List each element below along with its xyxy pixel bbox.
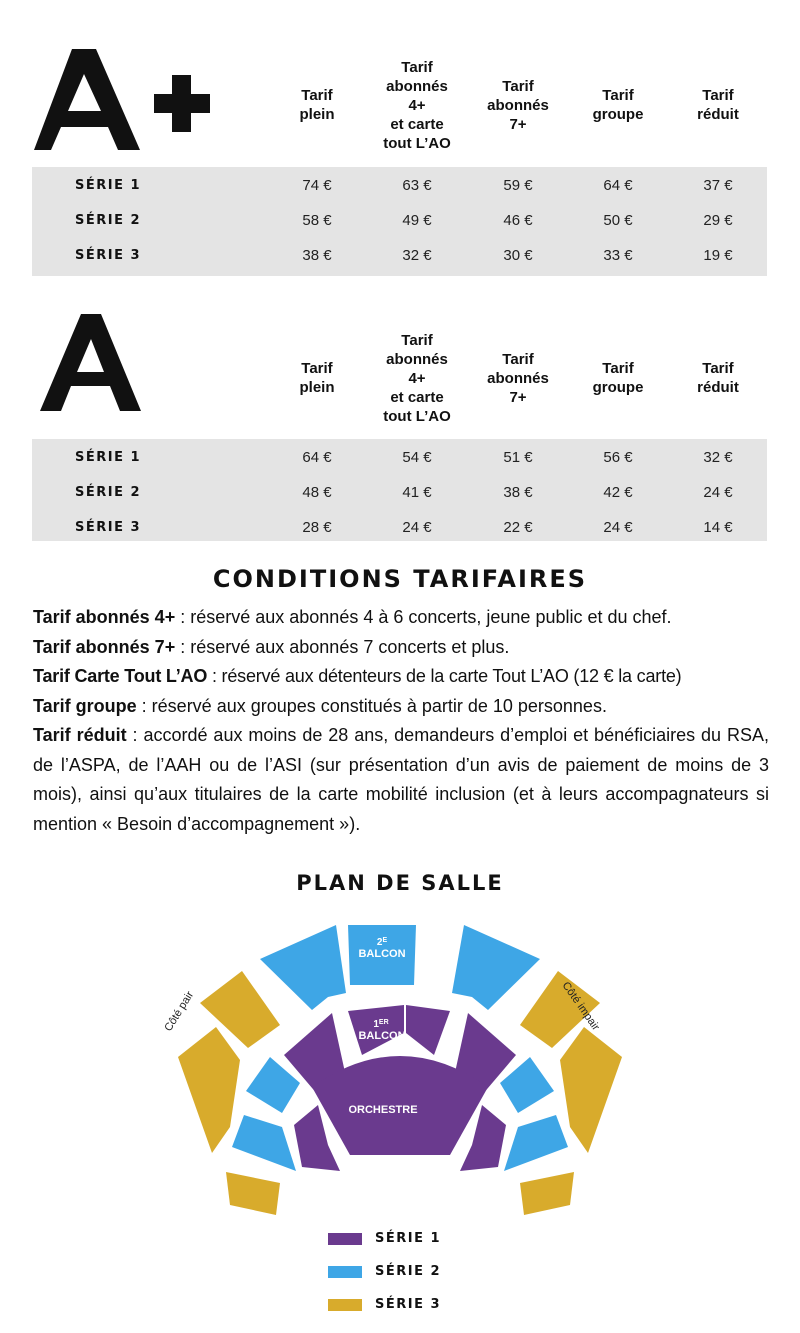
table-row [32, 511, 767, 541]
price-cell: 22 € [503, 519, 533, 536]
cote-impair-label: Côté impair [559, 979, 602, 1033]
col-tarif-plein: Tarif plein [299, 360, 335, 396]
table-header [32, 318, 767, 438]
plan-title: PLAN DE SALLE [296, 871, 504, 895]
serie-label: SÉRIE 3 [75, 520, 142, 535]
orchestre-label: ORCHESTRE [348, 1104, 418, 1116]
col-tarif-abonnes-7: Tarif abonnés 7+ [487, 350, 549, 406]
col-tarif-reduit: Tarif réduit [697, 87, 739, 123]
price-table-a [32, 318, 767, 536]
table-header [32, 45, 767, 165]
table-row [32, 169, 767, 204]
serie-label: SÉRIE 2 [75, 485, 142, 500]
table-row [32, 441, 767, 476]
price-cell: 46 € [503, 212, 533, 229]
price-cell: 42 € [603, 484, 633, 501]
balcon1-label-2: BALCON [358, 1030, 406, 1042]
price-cell: 63 € [402, 177, 432, 194]
tier-a-plus-logo [32, 49, 232, 159]
balcon2-label-2: BALCON [358, 948, 406, 960]
price-cell: 24 € [603, 519, 633, 536]
serie-label: SÉRIE 3 [75, 248, 142, 263]
col-tarif-plein: Tarif plein [299, 87, 335, 123]
balcon2-label: $2^E$ [376, 937, 388, 948]
condition-item: Tarif Carte Tout L’AO : réservé aux détenteurs de la carte Tout L’AO (12 € la carte) [33, 666, 682, 686]
serie-label: SÉRIE 1 [75, 178, 142, 193]
condition-item: Tarif groupe : réservé aux groupes constitués à partir de 10 personnes. [33, 695, 607, 716]
table-row [32, 204, 767, 239]
price-cell: 48 € [302, 484, 332, 501]
price-cell: 64 € [302, 449, 332, 466]
tier-a-logo [37, 314, 157, 414]
price-cell: 74 € [302, 177, 332, 194]
table-body [32, 167, 767, 276]
price-cell: 49 € [402, 212, 432, 229]
condition-item: Tarif abonnés 7+ : réservé aux abonnés 7 concerts et plus. [33, 636, 510, 657]
conditions-title: CONDITIONS TARIFAIRES [212, 565, 588, 593]
serie-label: SÉRIE 2 [75, 213, 142, 228]
price-cell: 14 € [703, 519, 733, 536]
col-tarif-groupe: Tarif groupe [592, 360, 644, 396]
price-cell: 32 € [703, 449, 733, 466]
price-cell: 28 € [302, 519, 332, 536]
col-tarif-reduit: Tarif réduit [697, 360, 739, 396]
legend-label: SÉRIE 1 [375, 1231, 442, 1246]
price-cell: 19 € [703, 247, 733, 264]
price-cell: 32 € [402, 247, 432, 264]
serie-label: SÉRIE 1 [75, 450, 142, 465]
legend-swatch [328, 1266, 362, 1278]
col-tarif-abonnes-4: Tarif abonnés 4+ et carte tout L’AO [383, 331, 451, 425]
col-tarif-groupe: Tarif groupe [592, 87, 644, 123]
legend-swatch [328, 1299, 362, 1311]
price-cell: 41 € [402, 484, 432, 501]
legend-swatch [328, 1233, 362, 1245]
price-cell: 54 € [402, 449, 432, 466]
price-cell: 50 € [603, 212, 633, 229]
price-cell: 38 € [302, 247, 332, 264]
price-cell: 24 € [402, 519, 432, 536]
price-cell: 38 € [503, 484, 533, 501]
price-cell: 59 € [503, 177, 533, 194]
balcon1-label: 1ER [373, 1019, 389, 1030]
price-cell: 33 € [603, 247, 633, 264]
seating-plan [150, 915, 650, 1225]
price-cell: 51 € [503, 449, 533, 466]
table-row [32, 476, 767, 511]
table-body [32, 439, 767, 541]
condition-item: Tarif abonnés 4+ : réservé aux abonnés 4 à 6 concerts, jeune public et du chef. [33, 607, 672, 627]
legend-label: SÉRIE 3 [375, 1297, 442, 1312]
cote-pair-label: Côté pair [162, 989, 197, 1034]
price-cell: 30 € [503, 247, 533, 264]
table-row [32, 239, 767, 276]
col-tarif-abonnes-4: Tarif abonnés 4+ et carte tout L’AO [383, 58, 451, 152]
price-cell: 64 € [603, 177, 633, 194]
price-cell: 37 € [703, 177, 733, 194]
price-cell: 56 € [603, 449, 633, 466]
price-table-a-plus [32, 45, 767, 264]
price-cell: 24 € [703, 484, 733, 501]
legend-label: SÉRIE 2 [375, 1264, 442, 1279]
col-tarif-abonnes-7: Tarif abonnés 7+ [487, 77, 549, 133]
price-cell: 58 € [302, 212, 332, 229]
conditions-text [33, 603, 769, 839]
condition-item: Tarif réduit : accordé aux moins de 28 ans, demandeurs d’emploi et bénéficiaires du RSA, de l’ASPA, de l’AAH ou de l’ASI (sur présentation d’un avis de paiement de moins de 3 mois), ainsi qu’aux titulaires de la carte mobilité inclusion (et à leurs accompagnateurs si mention « Besoin d’accompagnement »). [33, 725, 770, 834]
price-cell: 29 € [703, 212, 733, 229]
